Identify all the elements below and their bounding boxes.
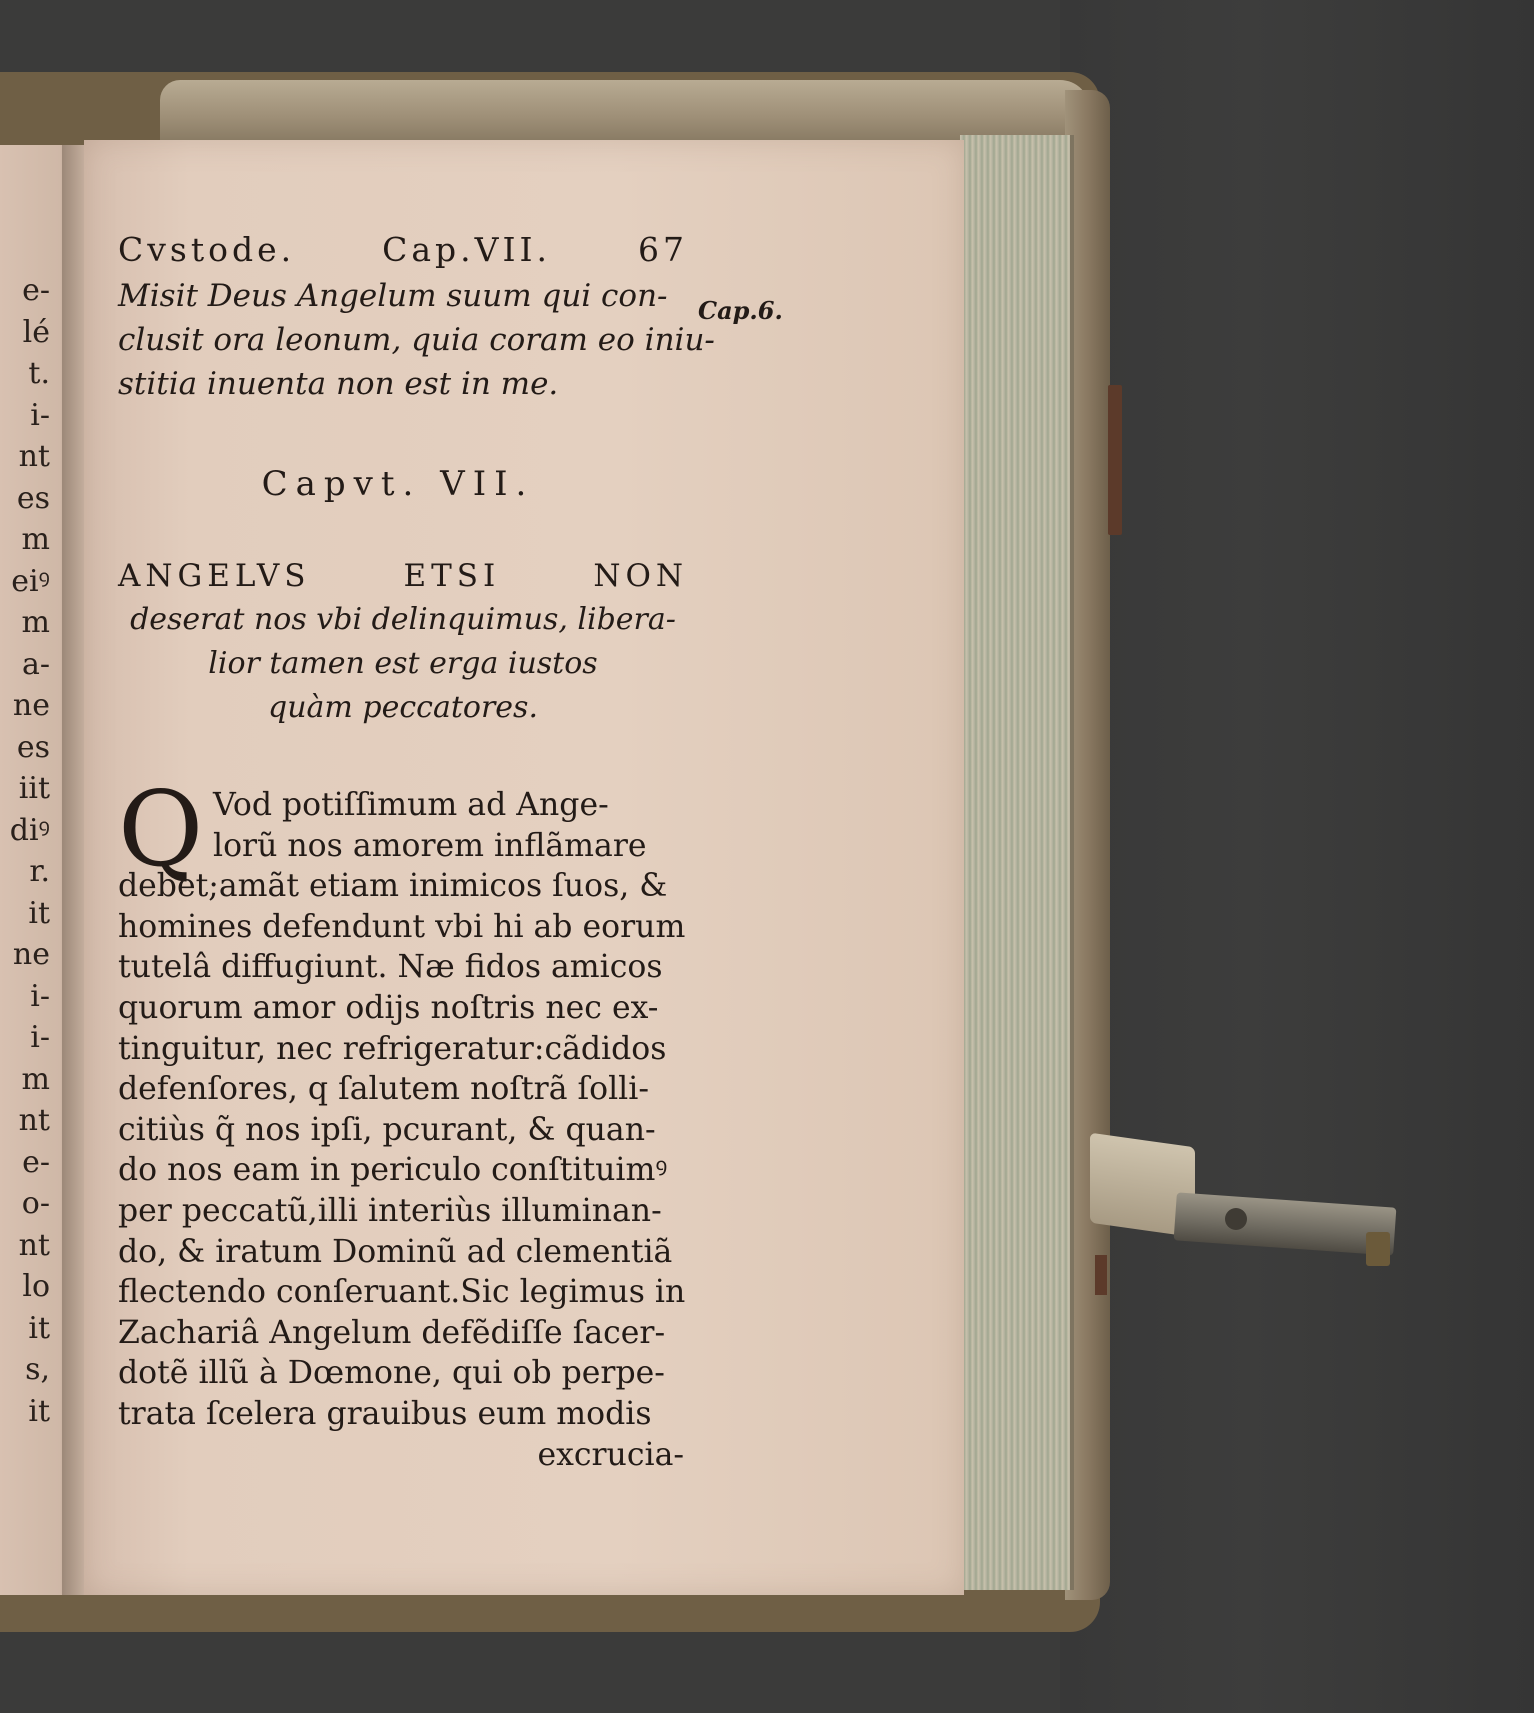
body-line: debet;amãt etiam inimicos ſuos, & (118, 868, 668, 905)
left-page-fragment: e- (22, 1144, 50, 1180)
background (1060, 0, 1534, 1713)
verse-line: clusit ora leonum, quia coram eo iniu- (118, 322, 715, 358)
left-page-fragment: it (28, 895, 50, 931)
left-page-fragment: iit (18, 771, 50, 806)
left-page-fragment: i- (30, 1020, 50, 1055)
left-page-fragment: es (16, 729, 50, 765)
summary-word: NON (593, 558, 688, 594)
clasp-leather (1095, 1255, 1107, 1295)
catchword: excrucia- (537, 1436, 684, 1473)
body-text (118, 768, 688, 1475)
summary-first-line (118, 554, 688, 598)
body-line: trata ſcelera grauibus eum modis (118, 1395, 652, 1432)
verse-line: Misit Deus Angelum suum qui con- (118, 278, 668, 314)
body-line: Zachariâ Angelum defẽdiſſe ſacer- (118, 1314, 666, 1351)
body-line: do nos eam in periculo conſtituimꝰ (118, 1152, 668, 1189)
page-text-column (118, 230, 715, 1475)
left-page-fragment: m (21, 1061, 50, 1097)
body-line: defenſores, q ſalutem noſtrã ſolli- (118, 1071, 649, 1108)
body-line: homines defendunt vbi hi ab eorum (118, 908, 686, 945)
body-line: do, & iratum Dominũ ad clementiã (118, 1233, 673, 1270)
scripture-verse (118, 274, 715, 406)
book-headband (160, 80, 1090, 140)
clasp-rivet (1225, 1208, 1247, 1230)
page-number: 67 (637, 230, 688, 269)
left-page-fragment: i- (30, 397, 50, 433)
chapter-heading: Capvt. VII. (261, 464, 535, 504)
summary-line: quàm peccatores. (268, 690, 538, 725)
body-line: citiùs q̃ nos ipſi, pcurant, & quan- (118, 1111, 656, 1148)
body-line: flectendo conſeruant.Sic legimus in (118, 1274, 686, 1311)
body-line: tutelâ diffugiunt. Næ fidos amicos (118, 949, 663, 986)
summary-line: lior tamen est erga iustos (208, 646, 598, 681)
body-lines (118, 866, 688, 1434)
left-page-fragment: diꝰ (9, 812, 50, 848)
left-page-fragment: eiꝰ (11, 563, 50, 599)
left-page-fragment: ne (12, 937, 50, 972)
bookmark-ribbon (1108, 385, 1122, 535)
marginal-reference: Cap.6. (698, 296, 783, 325)
left-page-fragment: it (28, 1393, 50, 1429)
clasp-tip (1366, 1232, 1390, 1266)
left-page-fragment: m (21, 522, 50, 557)
left-page-fragment: it (28, 1310, 50, 1346)
running-head-chapter: Cap.VII. (382, 230, 552, 269)
summary-line: deserat nos vbi delinquimus, libera- (130, 602, 676, 637)
chapter-summary (118, 554, 688, 730)
left-page-fragment: i- (30, 978, 50, 1014)
left-page-fragment: a- (21, 646, 50, 682)
left-page-fragment: t. (28, 356, 50, 391)
summary-word: ETSI (403, 558, 501, 594)
left-page-fragment: o- (21, 1186, 50, 1221)
body-line: per peccatũ,illi interiùs illuminan- (118, 1192, 662, 1229)
body-line: tinguitur, nec refrigeratur:cãdidos (118, 1030, 667, 1067)
body-line: Vod potiſſimum ad Ange- (213, 787, 609, 823)
left-page-fragment: ne (12, 688, 50, 723)
left-page-fragment: r. (29, 854, 50, 889)
body-line: dotẽ illũ à Dœmone, qui ob perpe- (118, 1355, 665, 1392)
body-line: lorũ nos amorem inflãmare (213, 827, 647, 864)
verse-line: stitia inuenta non est in me. (118, 366, 559, 402)
drop-cap: Q (118, 768, 204, 890)
running-head (118, 230, 688, 274)
left-page-fragment: nt (18, 1103, 50, 1138)
running-head-title: Cvstode. (118, 230, 296, 269)
left-page-fragment: lo (22, 1269, 50, 1304)
body-line: quorum amor odijs noſtris nec ex- (118, 989, 659, 1026)
page-block-fore-edge (960, 135, 1074, 1590)
left-page-fragment: s, (25, 1352, 50, 1387)
left-page-fragment: e- (22, 273, 50, 308)
left-page-fragment: m (21, 605, 50, 640)
summary-word: ANGELVS (118, 558, 311, 594)
left-page-fragment: nt (18, 439, 50, 474)
left-page-text-fragments (0, 270, 50, 1432)
left-page-fragment: es (16, 480, 50, 516)
left-page-fragment: lé (22, 314, 50, 350)
left-page-fragment: nt (18, 1227, 50, 1263)
